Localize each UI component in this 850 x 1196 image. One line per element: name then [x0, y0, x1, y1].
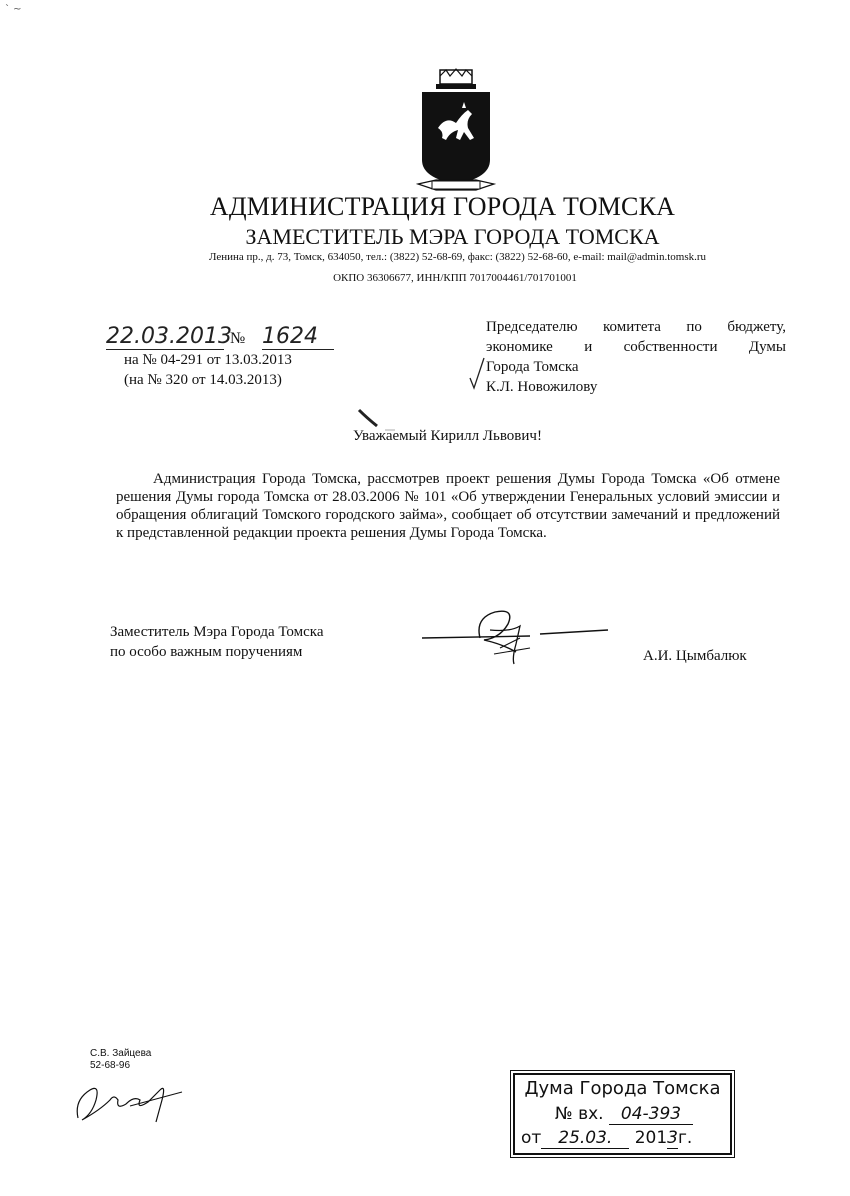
stamp-year-digit: 3: [667, 1128, 678, 1148]
reply-reference-1: на № 04-291 от 13.03.2013: [124, 352, 292, 368]
outgoing-date: 22.03.2013: [106, 324, 232, 349]
letter-body: Администрация Города Томска, рассмотрев проект решения Думы Города Томска «Об отмене решения Думы города Томска от 28.03.2006 № 101 «Об утверждении Генеральных условий эмиссии и обращения облигаций Томского городского займа», сообщает об отсутствии замечаний и предложений к представленной редакции проекта решения Думы Города Томска.: [116, 471, 780, 541]
incoming-registration-stamp: [513, 1073, 732, 1155]
stamp-year-suffix: г.: [678, 1128, 693, 1148]
executor-signature: [70, 1070, 190, 1125]
executor-phone: 52-68-96: [90, 1060, 131, 1071]
stamp-year-prefix: 201: [634, 1128, 668, 1148]
reply-reference-2: (на № 320 от 14.03.2013): [124, 372, 282, 388]
outgoing-number: 1624: [262, 325, 334, 350]
check-mark-icon: [468, 356, 486, 392]
salutation: Уважаемый Кирилл Львович!: [353, 428, 542, 444]
signatory-title-line: по особо важным поручениям: [110, 644, 303, 660]
addressee-line: экономике и собственности Думы: [486, 339, 786, 355]
addressee-line: Города Томска: [486, 359, 579, 375]
coat-of-arms-emblem: [416, 68, 496, 196]
addressee-line: Председателю комитета по бюджету,: [486, 319, 786, 335]
organization-title: АДМИНИСТРАЦИЯ ГОРОДА ТОМСКА: [209, 192, 676, 221]
addressee-block: [486, 317, 786, 397]
executor-name: С.В. Зайцева: [90, 1048, 152, 1059]
executor-block: [90, 1048, 151, 1072]
stamp-in-number: 04-393: [609, 1104, 693, 1125]
signatory-title-line: Заместитель Мэра Города Томска: [110, 624, 324, 640]
stamp-date-row: [521, 1128, 692, 1149]
number-label: №: [230, 330, 246, 347]
signatory-name: А.И. Цымбалюк: [643, 648, 747, 664]
signatory-title: [110, 622, 324, 662]
stamp-date-label: от: [521, 1128, 542, 1148]
contact-address: Ленина пр., д. 73, Томск, 634050, тел.: (3822) 52-68-69, факс: (3822) 52-68-60, e-mail: mail@admin.tomsk.ru: [208, 251, 707, 263]
stamp-org: Дума Города Томска: [524, 1078, 721, 1099]
stamp-date: 25.03.: [541, 1128, 629, 1149]
handwritten-signature: [420, 608, 610, 668]
position-title: ЗАМЕСТИТЕЛЬ МЭРА ГОРОДА ТОМСКА: [245, 224, 660, 249]
addressee-line: К.Л. Новожилову: [486, 379, 598, 395]
okpo-inn: ОКПО 36306677, ИНН/КПП 7017004461/701701001: [333, 272, 577, 284]
corner-marks: ` ~: [5, 4, 22, 15]
stamp-incoming-number-row: [555, 1104, 693, 1125]
stamp-in-label: № вх.: [555, 1104, 604, 1124]
